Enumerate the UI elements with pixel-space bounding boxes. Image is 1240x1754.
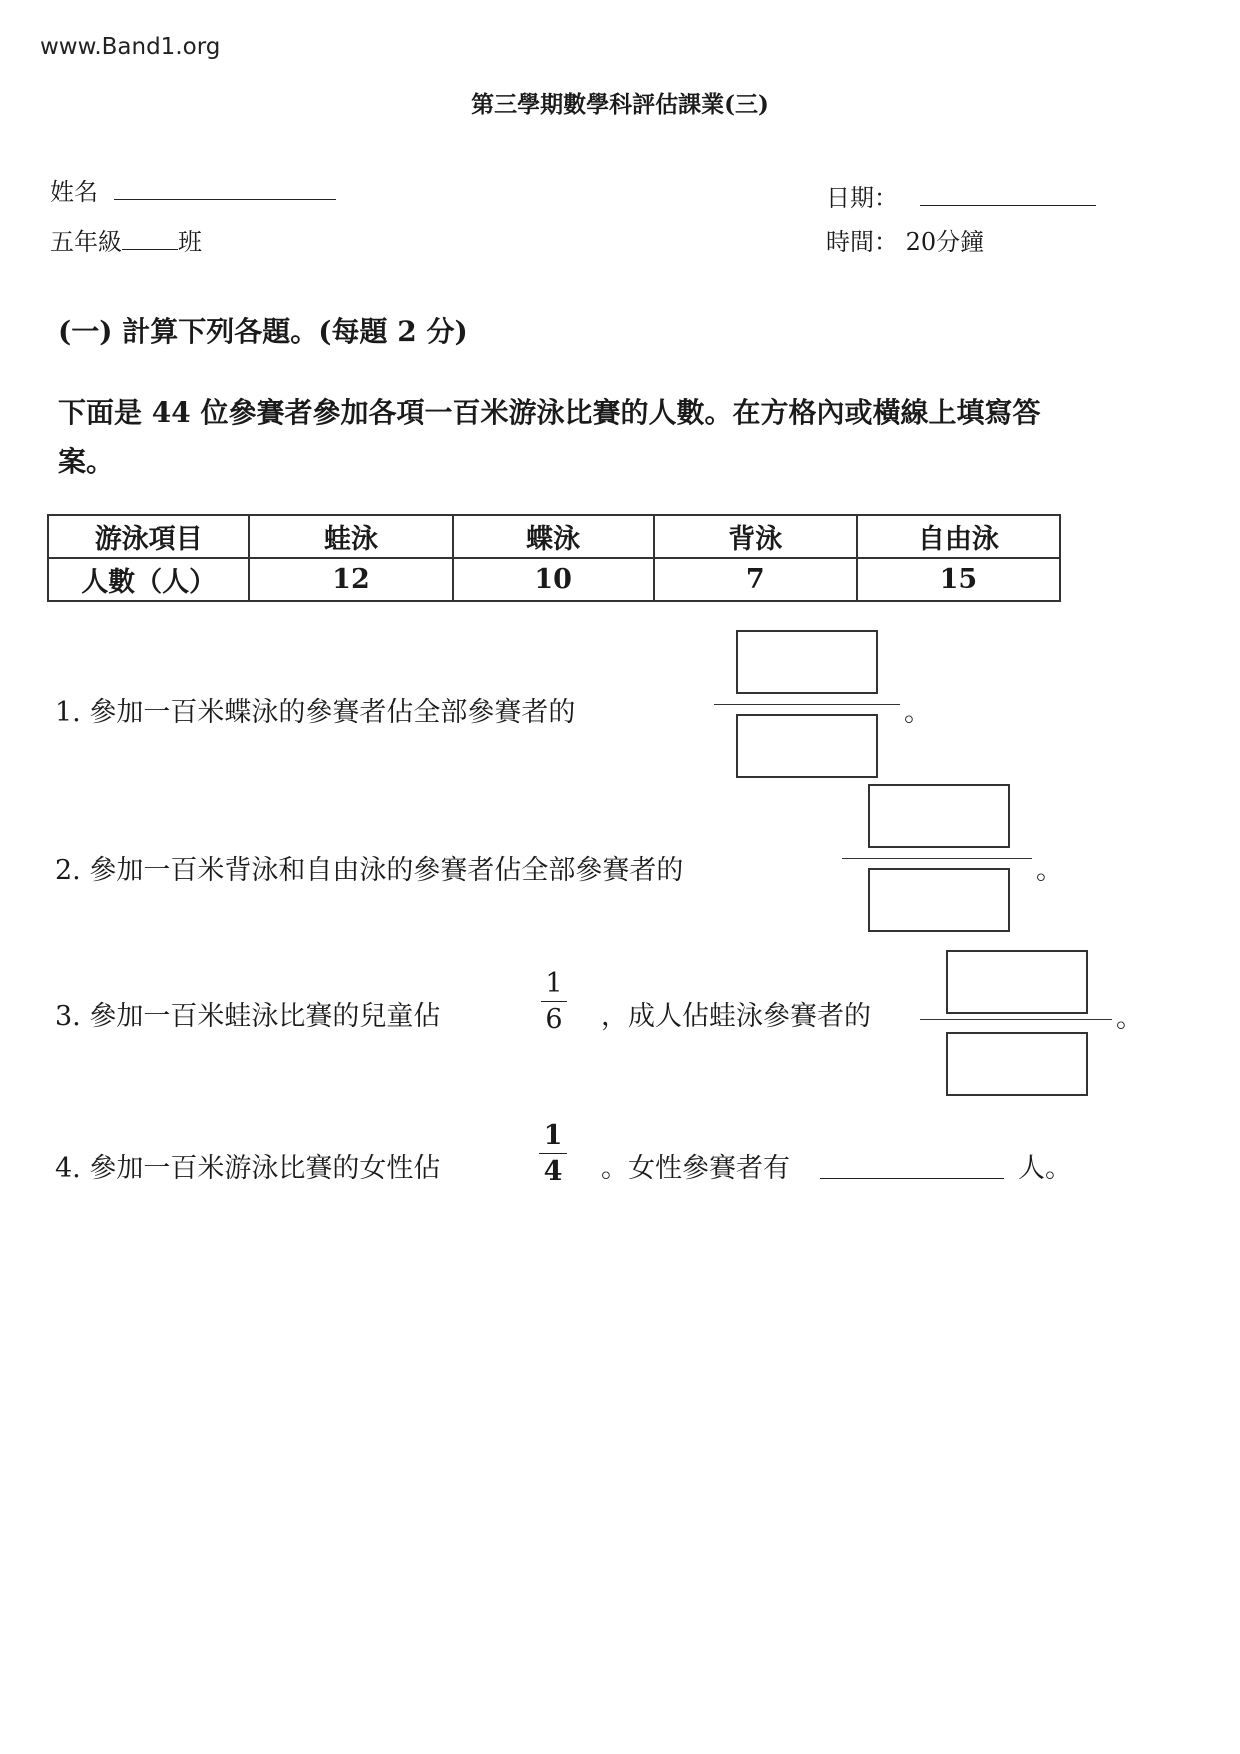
q2-denominator-box[interactable] bbox=[868, 868, 1010, 932]
class-field bbox=[50, 222, 202, 257]
time-value: 20分鐘 bbox=[905, 228, 985, 256]
question-number: 3. bbox=[55, 1001, 81, 1032]
q4-end: 人。 bbox=[1018, 1153, 1072, 1184]
q4-text-after: 。女性參賽者有 bbox=[601, 1153, 790, 1184]
question-text: 參加一百米游泳比賽的女性佔 bbox=[89, 1153, 441, 1184]
question-3 bbox=[55, 994, 440, 1033]
date-blank[interactable] bbox=[920, 183, 1096, 206]
question-text: 參加一百米蛙泳比賽的兒童佔 bbox=[89, 1001, 441, 1032]
table-event-cell: 蝶泳 bbox=[453, 515, 654, 558]
date-field bbox=[826, 178, 1096, 213]
table-count-cell: 10 bbox=[453, 558, 654, 601]
website-url: www.Band1.org bbox=[40, 34, 221, 60]
question-number: 2. bbox=[55, 855, 81, 886]
fraction-denominator: 4 bbox=[543, 1156, 563, 1187]
q3-text-after: ，成人佔蛙泳參賽者的 bbox=[601, 1001, 871, 1032]
q1-numerator-box[interactable] bbox=[736, 630, 878, 694]
table-count-cell: 15 bbox=[857, 558, 1060, 601]
table-count-cell: 12 bbox=[249, 558, 452, 601]
question-2 bbox=[55, 848, 683, 887]
table-count-cell: 7 bbox=[654, 558, 857, 601]
q3-numerator-box[interactable] bbox=[946, 950, 1088, 1014]
question-text: 參加一百米蝶泳的參賽者佔全部參賽者的 bbox=[89, 697, 576, 728]
name-blank[interactable] bbox=[114, 177, 336, 200]
name-field bbox=[50, 172, 336, 207]
fraction-denominator: 6 bbox=[545, 1004, 563, 1035]
table-event-cell: 背泳 bbox=[654, 515, 857, 558]
q1-denominator-box[interactable] bbox=[736, 714, 878, 778]
q1-end: 。 bbox=[904, 697, 931, 728]
page-title: 第三學期數學科評估課業(三) bbox=[471, 91, 769, 118]
fraction-bar bbox=[539, 1153, 567, 1154]
table-header-label: 游泳項目 bbox=[48, 515, 249, 558]
question-text: 參加一百米背泳和自由泳的參賽者佔全部參賽者的 bbox=[89, 855, 684, 886]
fraction-bar bbox=[541, 1001, 567, 1002]
table-header-row bbox=[48, 515, 1060, 558]
question-number: 1. bbox=[55, 697, 81, 728]
q1-fraction-line bbox=[714, 704, 900, 705]
q3-given-fraction bbox=[541, 968, 567, 1035]
class-prefix: 五年級 bbox=[50, 228, 122, 256]
q2-fraction-line bbox=[842, 858, 1032, 859]
table-event-cell: 自由泳 bbox=[857, 515, 1060, 558]
class-blank[interactable] bbox=[122, 227, 178, 250]
class-suffix: 班 bbox=[178, 228, 202, 256]
q3-end: 。 bbox=[1116, 1003, 1143, 1034]
table-event-cell: 蛙泳 bbox=[249, 515, 452, 558]
fraction-numerator: 1 bbox=[545, 968, 563, 999]
q2-numerator-box[interactable] bbox=[868, 784, 1010, 848]
table-row bbox=[48, 558, 1060, 601]
q3-fraction-line bbox=[920, 1019, 1112, 1020]
section-heading: (一) 計算下列各題。(每題 2 分) bbox=[58, 315, 468, 348]
q4-given-fraction bbox=[539, 1120, 567, 1187]
q2-end: 。 bbox=[1036, 855, 1063, 886]
table-row-label: 人數（人） bbox=[48, 558, 249, 601]
time-field bbox=[826, 222, 984, 257]
section-intro: 下面是 44 位參賽者參加各項一百米游泳比賽的人數。在方格內或橫線上填寫答案。 bbox=[58, 396, 1041, 478]
swimming-table bbox=[47, 514, 1061, 602]
name-label: 姓名 bbox=[50, 178, 98, 206]
time-label: 時間： bbox=[826, 228, 898, 256]
question-1 bbox=[55, 690, 575, 729]
date-label: 日期： bbox=[826, 184, 898, 212]
q3-denominator-box[interactable] bbox=[946, 1032, 1088, 1096]
question-number: 4. bbox=[55, 1153, 81, 1184]
q4-answer-blank[interactable] bbox=[820, 1156, 1004, 1179]
fraction-numerator: 1 bbox=[543, 1120, 563, 1151]
question-4 bbox=[55, 1146, 440, 1185]
